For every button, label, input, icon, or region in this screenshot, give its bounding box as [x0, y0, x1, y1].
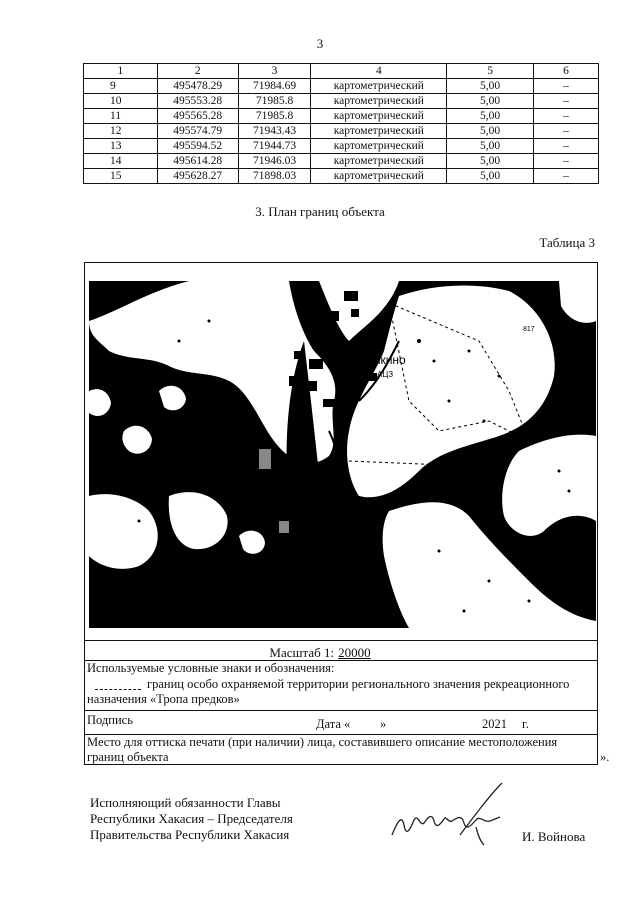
table-cell: – [533, 139, 598, 154]
table-cell: 71943.43 [238, 124, 311, 139]
table-row [84, 124, 599, 139]
table-cell: 71985.8 [238, 109, 311, 124]
signatory-line1: Исполняющий обязанности Главы [90, 795, 281, 810]
signatory-name: И. Войнова [522, 829, 586, 844]
table-cell: – [533, 109, 598, 124]
table-cell: 6 [533, 64, 598, 79]
table-row [84, 139, 599, 154]
table-row [84, 94, 599, 109]
stamp-line1: Место для оттиска печати (при наличии) лица, составившего описание местоположения [87, 735, 558, 749]
table-cell: 14 [84, 154, 158, 169]
table-cell: картометрический [311, 124, 447, 139]
date-year: 2021 [482, 717, 507, 731]
table-cell: 71944.73 [238, 139, 311, 154]
table-cell: картометрический [311, 169, 447, 184]
table-cell: 5,00 [447, 94, 534, 109]
table-cell: 5,00 [447, 139, 534, 154]
table-cell: 5,00 [447, 154, 534, 169]
topographic-map [89, 281, 596, 628]
stamp-line2: границ объекта [87, 750, 169, 764]
table-cell: 2 [157, 64, 238, 79]
table-label: Таблица 3 [539, 235, 595, 250]
map-image [89, 281, 596, 628]
table-cell: 1 [84, 64, 158, 79]
table-cell: 71946.03 [238, 154, 311, 169]
table-cell: – [533, 79, 598, 94]
table-cell: 495565.28 [157, 109, 238, 124]
table-cell: 13 [84, 139, 158, 154]
table-cell: – [533, 94, 598, 109]
table-cell: 11 [84, 109, 158, 124]
signature-label: Подпись [87, 713, 133, 727]
date-year-suffix: г. [522, 717, 529, 731]
scale-line [0, 645, 640, 661]
table-cell: картометрический [311, 94, 447, 109]
table-cell: 15 [84, 169, 158, 184]
table-row [84, 109, 599, 124]
coordinates-table [83, 63, 599, 184]
legend-entry [95, 677, 595, 692]
table-cell: картометрический [311, 109, 447, 124]
handwritten-signature [380, 775, 510, 855]
separator-line [84, 710, 598, 711]
date-mid: » [380, 717, 387, 731]
map-place-name: Ефремкино [341, 353, 406, 367]
table-header-row [84, 64, 599, 79]
table-cell: 5,00 [447, 169, 534, 184]
date-label: Дата « [316, 717, 351, 731]
table-row [84, 79, 599, 94]
table-cell: 12 [84, 124, 158, 139]
table-cell: 9 [84, 79, 158, 94]
legend-line2: назначения «Тропа предков» [87, 692, 240, 706]
legend-line1: границ особо охраняемой территории регионального значения рекреационного [147, 677, 570, 691]
table-cell: 71985.8 [238, 94, 311, 109]
separator-line [84, 640, 598, 641]
table-cell: картометрический [311, 79, 447, 94]
table-cell: картометрический [311, 139, 447, 154]
elevation-564: 564 [466, 452, 478, 459]
elevation-817: 817 [523, 326, 535, 333]
table-cell: 10 [84, 94, 158, 109]
boundary-symbol [95, 681, 141, 690]
signatory-block [90, 795, 293, 843]
table-cell: 5,00 [447, 124, 534, 139]
table-cell: 495628.27 [157, 169, 238, 184]
section-title: 3. План границ объекта [255, 204, 385, 219]
table-cell: 71898.03 [238, 169, 311, 184]
table-cell: картометрический [311, 154, 447, 169]
table-cell: 495553.28 [157, 94, 238, 109]
page-number: 3 [316, 36, 324, 51]
legend-intro: Используемые условные знаки и обозначения: [87, 661, 335, 675]
scale-label: Масштаб 1: [269, 645, 335, 660]
table-cell: 5,00 [447, 109, 534, 124]
table-cell: 495594.52 [157, 139, 238, 154]
signatory-line2: Республики Хакасия – Председателя [90, 811, 293, 826]
table-cell: 4 [311, 64, 447, 79]
stamp-closing: ». [600, 750, 610, 764]
table-cell: 71984.69 [238, 79, 311, 94]
table-row [84, 169, 599, 184]
table-cell: – [533, 124, 598, 139]
table-cell: 5 [447, 64, 534, 79]
map-label-aux: АЦЗ [377, 370, 394, 379]
table-cell: – [533, 169, 598, 184]
table-cell: – [533, 154, 598, 169]
table-cell: 5,00 [447, 79, 534, 94]
scale-value: 20000 [338, 645, 371, 660]
table-cell: 495478.29 [157, 79, 238, 94]
table-cell: 495574.79 [157, 124, 238, 139]
signatory-line3: Правительства Республики Хакасия [90, 827, 290, 842]
table-row [84, 154, 599, 169]
table-cell: 495614.28 [157, 154, 238, 169]
table-cell: 3 [238, 64, 311, 79]
